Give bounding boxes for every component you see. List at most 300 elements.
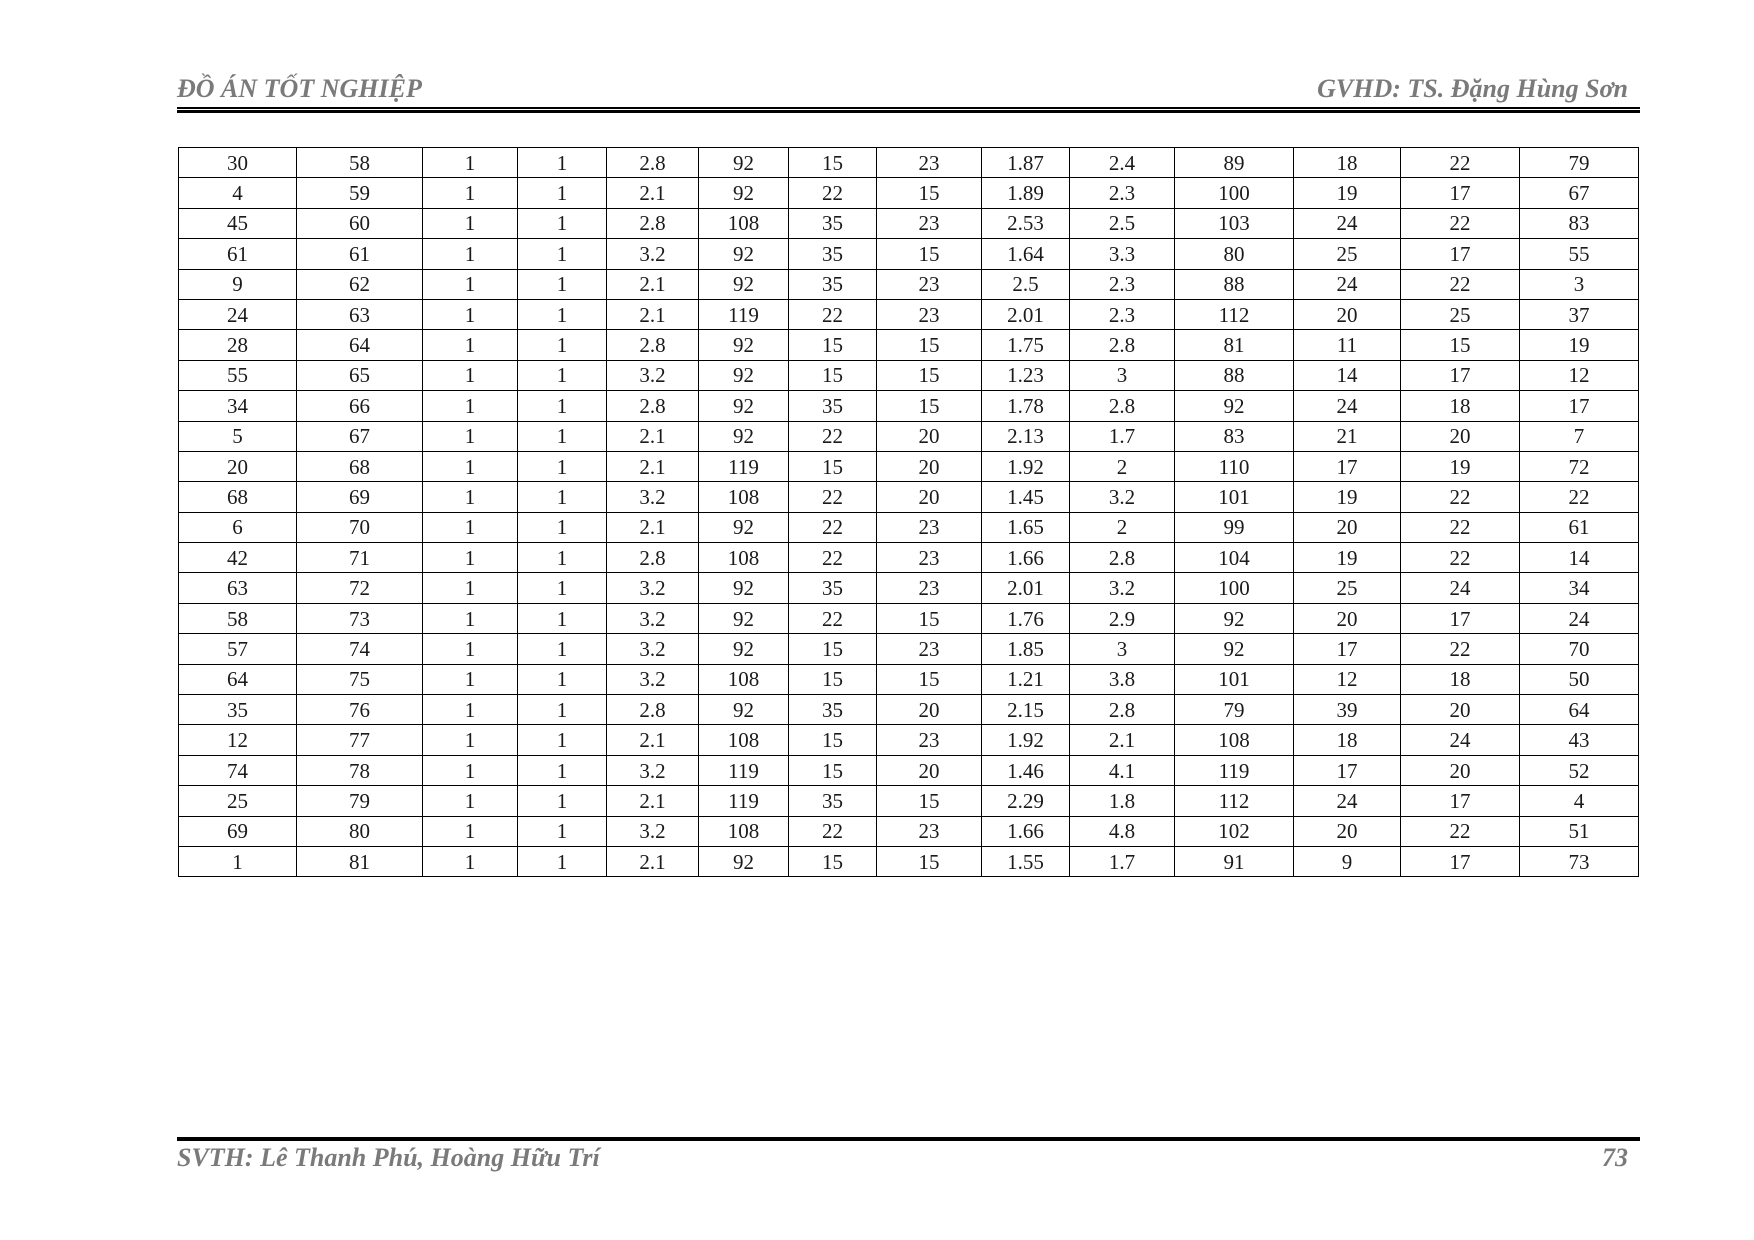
- table-cell: 81: [297, 846, 423, 876]
- table-cell: 1: [179, 846, 297, 876]
- table-cell: 74: [297, 634, 423, 664]
- table-cell: 22: [1401, 543, 1520, 573]
- table-cell: 15: [877, 603, 982, 633]
- table-cell: 76: [297, 695, 423, 725]
- table-body: [179, 148, 1639, 877]
- table-cell: 1: [518, 603, 607, 633]
- table-cell: 9: [179, 269, 297, 299]
- table-row: [179, 269, 1639, 299]
- table-cell: 24: [179, 299, 297, 329]
- table-cell: 22: [1401, 482, 1520, 512]
- table-cell: 108: [699, 482, 789, 512]
- table-cell: 45: [179, 208, 297, 238]
- table-cell: 102: [1175, 816, 1294, 846]
- table-cell: 3.2: [607, 482, 699, 512]
- table-cell: 25: [1401, 299, 1520, 329]
- table-cell: 20: [877, 695, 982, 725]
- table-cell: 22: [789, 816, 877, 846]
- table-cell: 64: [297, 330, 423, 360]
- table-cell: 1: [423, 786, 518, 816]
- table-cell: 23: [877, 543, 982, 573]
- table-cell: 62: [297, 269, 423, 299]
- table-cell: 35: [789, 239, 877, 269]
- table-cell: 5: [179, 421, 297, 451]
- table-cell: 1: [518, 634, 607, 664]
- supervisor-name: GVHD: TS. Đặng Hùng Sơn: [1317, 74, 1628, 103]
- table-cell: 20: [877, 421, 982, 451]
- table-cell: 112: [1175, 786, 1294, 816]
- table-cell: 15: [789, 725, 877, 755]
- table-cell: 2.01: [982, 299, 1070, 329]
- table-cell: 70: [1520, 634, 1639, 664]
- table-cell: 2.29: [982, 786, 1070, 816]
- table-cell: 1.21: [982, 664, 1070, 694]
- table-cell: 2: [1070, 512, 1175, 542]
- table-cell: 24: [1294, 786, 1401, 816]
- table-cell: 23: [877, 512, 982, 542]
- table-cell: 61: [179, 239, 297, 269]
- table-row: [179, 846, 1639, 876]
- table-cell: 1.46: [982, 755, 1070, 785]
- table-cell: 7: [1520, 421, 1639, 451]
- table-row: [179, 664, 1639, 694]
- table-cell: 92: [1175, 603, 1294, 633]
- table-cell: 2.1: [607, 299, 699, 329]
- table-cell: 22: [1401, 634, 1520, 664]
- table-cell: 1: [423, 664, 518, 694]
- data-table-container: [178, 147, 1638, 877]
- table-cell: 2.1: [607, 725, 699, 755]
- table-cell: 15: [789, 755, 877, 785]
- table-cell: 2.15: [982, 695, 1070, 725]
- table-row: [179, 239, 1639, 269]
- table-cell: 60: [297, 208, 423, 238]
- table-cell: 2.8: [607, 330, 699, 360]
- table-cell: 1: [423, 208, 518, 238]
- table-cell: 79: [297, 786, 423, 816]
- table-cell: 51: [1520, 816, 1639, 846]
- table-cell: 22: [789, 482, 877, 512]
- table-cell: 68: [179, 482, 297, 512]
- table-cell: 3.2: [1070, 482, 1175, 512]
- table-cell: 91: [1175, 846, 1294, 876]
- table-cell: 3.2: [607, 755, 699, 785]
- table-cell: 15: [877, 786, 982, 816]
- table-cell: 35: [789, 208, 877, 238]
- table-cell: 2.9: [1070, 603, 1175, 633]
- table-cell: 2.1: [607, 846, 699, 876]
- table-cell: 3.2: [607, 603, 699, 633]
- table-cell: 92: [699, 512, 789, 542]
- table-cell: 17: [1294, 634, 1401, 664]
- table-row: [179, 603, 1639, 633]
- table-cell: 1: [518, 816, 607, 846]
- table-cell: 2.1: [1070, 725, 1175, 755]
- table-cell: 57: [179, 634, 297, 664]
- table-cell: 1.55: [982, 846, 1070, 876]
- table-cell: 2.1: [607, 451, 699, 481]
- table-cell: 15: [789, 148, 877, 178]
- table-cell: 1: [518, 421, 607, 451]
- table-cell: 18: [1401, 664, 1520, 694]
- table-cell: 17: [1401, 178, 1520, 208]
- table-cell: 70: [297, 512, 423, 542]
- table-cell: 35: [789, 695, 877, 725]
- table-cell: 1.7: [1070, 421, 1175, 451]
- table-cell: 19: [1294, 482, 1401, 512]
- table-cell: 15: [877, 391, 982, 421]
- table-cell: 2.1: [607, 786, 699, 816]
- table-cell: 2: [1070, 451, 1175, 481]
- table-cell: 30: [179, 148, 297, 178]
- table-row: [179, 391, 1639, 421]
- table-cell: 1: [423, 451, 518, 481]
- table-cell: 19: [1294, 178, 1401, 208]
- table-cell: 4.1: [1070, 755, 1175, 785]
- table-cell: 89: [1175, 148, 1294, 178]
- table-cell: 23: [877, 573, 982, 603]
- table-cell: 1.92: [982, 451, 1070, 481]
- table-cell: 108: [699, 664, 789, 694]
- table-cell: 22: [789, 299, 877, 329]
- table-cell: 12: [179, 725, 297, 755]
- table-cell: 35: [789, 269, 877, 299]
- table-cell: 15: [877, 330, 982, 360]
- table-cell: 22: [1401, 148, 1520, 178]
- table-cell: 92: [699, 178, 789, 208]
- table-cell: 3.3: [1070, 239, 1175, 269]
- table-cell: 1: [423, 330, 518, 360]
- table-cell: 34: [1520, 573, 1639, 603]
- table-cell: 3.2: [607, 360, 699, 390]
- table-cell: 63: [179, 573, 297, 603]
- table-cell: 23: [877, 725, 982, 755]
- table-cell: 88: [1175, 360, 1294, 390]
- page-number: 73: [1602, 1143, 1628, 1172]
- table-cell: 81: [1175, 330, 1294, 360]
- table-cell: 119: [1175, 755, 1294, 785]
- table-cell: 18: [1294, 148, 1401, 178]
- table-cell: 59: [297, 178, 423, 208]
- table-cell: 3.8: [1070, 664, 1175, 694]
- table-cell: 50: [1520, 664, 1639, 694]
- table-cell: 1.66: [982, 543, 1070, 573]
- table-cell: 108: [699, 816, 789, 846]
- table-cell: 2.53: [982, 208, 1070, 238]
- table-cell: 77: [297, 725, 423, 755]
- table-cell: 1: [518, 695, 607, 725]
- table-cell: 69: [179, 816, 297, 846]
- table-cell: 12: [1294, 664, 1401, 694]
- table-cell: 15: [877, 846, 982, 876]
- table-cell: 74: [179, 755, 297, 785]
- table-cell: 1: [423, 269, 518, 299]
- table-cell: 92: [699, 148, 789, 178]
- table-row: [179, 330, 1639, 360]
- table-cell: 1: [423, 634, 518, 664]
- table-row: [179, 178, 1639, 208]
- table-cell: 15: [877, 178, 982, 208]
- table-cell: 17: [1294, 451, 1401, 481]
- table-cell: 1: [518, 239, 607, 269]
- table-cell: 1: [423, 725, 518, 755]
- table-cell: 15: [789, 451, 877, 481]
- table-cell: 1: [518, 208, 607, 238]
- table-cell: 22: [1401, 512, 1520, 542]
- table-cell: 1: [423, 603, 518, 633]
- table-cell: 2.8: [607, 543, 699, 573]
- table-cell: 15: [877, 664, 982, 694]
- table-cell: 17: [1401, 846, 1520, 876]
- table-cell: 2.8: [607, 695, 699, 725]
- table-cell: 24: [1401, 573, 1520, 603]
- table-cell: 79: [1175, 695, 1294, 725]
- table-cell: 23: [877, 269, 982, 299]
- table-cell: 11: [1294, 330, 1401, 360]
- table-cell: 52: [1520, 755, 1639, 785]
- table-cell: 92: [1175, 391, 1294, 421]
- table-cell: 1: [518, 330, 607, 360]
- table-cell: 2.3: [1070, 178, 1175, 208]
- table-cell: 3.2: [607, 239, 699, 269]
- table-cell: 1: [423, 239, 518, 269]
- table-cell: 69: [297, 482, 423, 512]
- table-cell: 35: [789, 391, 877, 421]
- table-cell: 64: [1520, 695, 1639, 725]
- table-cell: 75: [297, 664, 423, 694]
- table-cell: 19: [1401, 451, 1520, 481]
- table-cell: 3: [1520, 269, 1639, 299]
- table-cell: 65: [297, 360, 423, 390]
- table-cell: 1: [423, 816, 518, 846]
- table-cell: 112: [1175, 299, 1294, 329]
- table-cell: 92: [699, 695, 789, 725]
- table-cell: 1: [423, 148, 518, 178]
- table-row: [179, 695, 1639, 725]
- table-cell: 1: [423, 482, 518, 512]
- table-row: [179, 208, 1639, 238]
- table-cell: 3.2: [607, 664, 699, 694]
- table-cell: 92: [699, 603, 789, 633]
- table-cell: 28: [179, 330, 297, 360]
- table-row: [179, 451, 1639, 481]
- table-cell: 2.01: [982, 573, 1070, 603]
- table-cell: 20: [1294, 512, 1401, 542]
- table-cell: 1: [518, 299, 607, 329]
- table-cell: 20: [877, 755, 982, 785]
- table-cell: 108: [699, 725, 789, 755]
- table-cell: 22: [789, 603, 877, 633]
- table-cell: 2.1: [607, 269, 699, 299]
- table-cell: 55: [179, 360, 297, 390]
- table-cell: 25: [1294, 573, 1401, 603]
- table-cell: 1: [518, 573, 607, 603]
- table-cell: 2.4: [1070, 148, 1175, 178]
- table-cell: 17: [1401, 603, 1520, 633]
- table-cell: 1.85: [982, 634, 1070, 664]
- table-cell: 55: [1520, 239, 1639, 269]
- table-cell: 19: [1294, 543, 1401, 573]
- table-cell: 17: [1401, 786, 1520, 816]
- table-cell: 1.76: [982, 603, 1070, 633]
- table-cell: 22: [1401, 208, 1520, 238]
- table-cell: 83: [1175, 421, 1294, 451]
- table-cell: 1.87: [982, 148, 1070, 178]
- table-cell: 22: [789, 178, 877, 208]
- table-cell: 92: [1175, 634, 1294, 664]
- table-cell: 2.1: [607, 512, 699, 542]
- table-cell: 20: [877, 451, 982, 481]
- table-cell: 35: [789, 573, 877, 603]
- table-cell: 20: [1294, 603, 1401, 633]
- table-cell: 1: [518, 360, 607, 390]
- table-cell: 80: [1175, 239, 1294, 269]
- table-cell: 21: [1294, 421, 1401, 451]
- table-cell: 20: [1401, 755, 1520, 785]
- table-cell: 1.92: [982, 725, 1070, 755]
- table-cell: 119: [699, 451, 789, 481]
- table-cell: 35: [789, 786, 877, 816]
- table-cell: 19: [1520, 330, 1639, 360]
- table-cell: 63: [297, 299, 423, 329]
- table-cell: 35: [179, 695, 297, 725]
- table-cell: 14: [1520, 543, 1639, 573]
- table-cell: 92: [699, 239, 789, 269]
- table-cell: 22: [789, 512, 877, 542]
- table-cell: 22: [1401, 816, 1520, 846]
- table-cell: 25: [1294, 239, 1401, 269]
- table-cell: 72: [1520, 451, 1639, 481]
- table-cell: 3: [1070, 360, 1175, 390]
- table-cell: 119: [699, 786, 789, 816]
- table-cell: 100: [1175, 573, 1294, 603]
- table-cell: 3.2: [607, 816, 699, 846]
- table-cell: 12: [1520, 360, 1639, 390]
- table-cell: 4: [179, 178, 297, 208]
- table-row: [179, 725, 1639, 755]
- table-cell: 1.23: [982, 360, 1070, 390]
- table-cell: 1: [518, 391, 607, 421]
- table-cell: 15: [789, 664, 877, 694]
- table-cell: 22: [1401, 269, 1520, 299]
- table-cell: 72: [297, 573, 423, 603]
- table-cell: 2.1: [607, 178, 699, 208]
- table-cell: 15: [1401, 330, 1520, 360]
- table-cell: 68: [297, 451, 423, 481]
- table-cell: 1: [518, 269, 607, 299]
- table-row: [179, 360, 1639, 390]
- table-cell: 80: [297, 816, 423, 846]
- table-cell: 37: [1520, 299, 1639, 329]
- table-cell: 78: [297, 755, 423, 785]
- table-cell: 6: [179, 512, 297, 542]
- table-row: [179, 421, 1639, 451]
- table-cell: 20: [179, 451, 297, 481]
- table-cell: 20: [1401, 695, 1520, 725]
- document-title: ĐỒ ÁN TỐT NGHIỆP: [177, 74, 422, 103]
- table-cell: 101: [1175, 664, 1294, 694]
- table-cell: 17: [1401, 360, 1520, 390]
- table-cell: 71: [297, 543, 423, 573]
- table-cell: 22: [789, 543, 877, 573]
- table-cell: 20: [1294, 816, 1401, 846]
- table-cell: 20: [1294, 299, 1401, 329]
- table-cell: 73: [297, 603, 423, 633]
- table-cell: 1: [518, 543, 607, 573]
- table-cell: 2.8: [1070, 391, 1175, 421]
- table-cell: 92: [699, 330, 789, 360]
- table-cell: 23: [877, 299, 982, 329]
- table-cell: 119: [699, 755, 789, 785]
- table-cell: 18: [1294, 725, 1401, 755]
- table-cell: 1: [518, 664, 607, 694]
- table-row: [179, 634, 1639, 664]
- table-cell: 1: [518, 755, 607, 785]
- table-cell: 92: [699, 391, 789, 421]
- table-cell: 23: [877, 208, 982, 238]
- table-cell: 43: [1520, 725, 1639, 755]
- table-cell: 103: [1175, 208, 1294, 238]
- table-cell: 15: [789, 846, 877, 876]
- table-row: [179, 512, 1639, 542]
- table-cell: 24: [1401, 725, 1520, 755]
- table-cell: 1: [518, 482, 607, 512]
- table-cell: 24: [1294, 208, 1401, 238]
- table-cell: 2.5: [1070, 208, 1175, 238]
- table-cell: 15: [789, 330, 877, 360]
- page-header: [177, 70, 1640, 110]
- table-cell: 15: [877, 239, 982, 269]
- table-cell: 24: [1294, 391, 1401, 421]
- table-cell: 108: [1175, 725, 1294, 755]
- table-cell: 1: [423, 421, 518, 451]
- table-cell: 14: [1294, 360, 1401, 390]
- table-cell: 9: [1294, 846, 1401, 876]
- table-cell: 1: [423, 299, 518, 329]
- table-cell: 1.8: [1070, 786, 1175, 816]
- table-cell: 1: [423, 755, 518, 785]
- table-cell: 2.13: [982, 421, 1070, 451]
- table-cell: 3.2: [607, 634, 699, 664]
- table-cell: 2.8: [1070, 543, 1175, 573]
- table-cell: 1: [423, 512, 518, 542]
- footer-rule-thick: [177, 1137, 1640, 1141]
- table-cell: 42: [179, 543, 297, 573]
- table-cell: 2.8: [1070, 695, 1175, 725]
- table-cell: 1: [518, 725, 607, 755]
- table-cell: 104: [1175, 543, 1294, 573]
- table-cell: 73: [1520, 846, 1639, 876]
- table-cell: 18: [1401, 391, 1520, 421]
- table-cell: 1.45: [982, 482, 1070, 512]
- table-cell: 1.66: [982, 816, 1070, 846]
- table-cell: 92: [699, 846, 789, 876]
- table-cell: 92: [699, 421, 789, 451]
- table-cell: 92: [699, 360, 789, 390]
- table-cell: 2.8: [1070, 330, 1175, 360]
- table-cell: 15: [789, 634, 877, 664]
- table-cell: 92: [699, 269, 789, 299]
- table-cell: 2.5: [982, 269, 1070, 299]
- table-cell: 1: [518, 512, 607, 542]
- table-row: [179, 148, 1639, 178]
- table-cell: 1: [423, 360, 518, 390]
- table-cell: 4: [1520, 786, 1639, 816]
- page-footer: [177, 1143, 1640, 1183]
- table-cell: 1.75: [982, 330, 1070, 360]
- table-cell: 67: [297, 421, 423, 451]
- table-cell: 23: [877, 816, 982, 846]
